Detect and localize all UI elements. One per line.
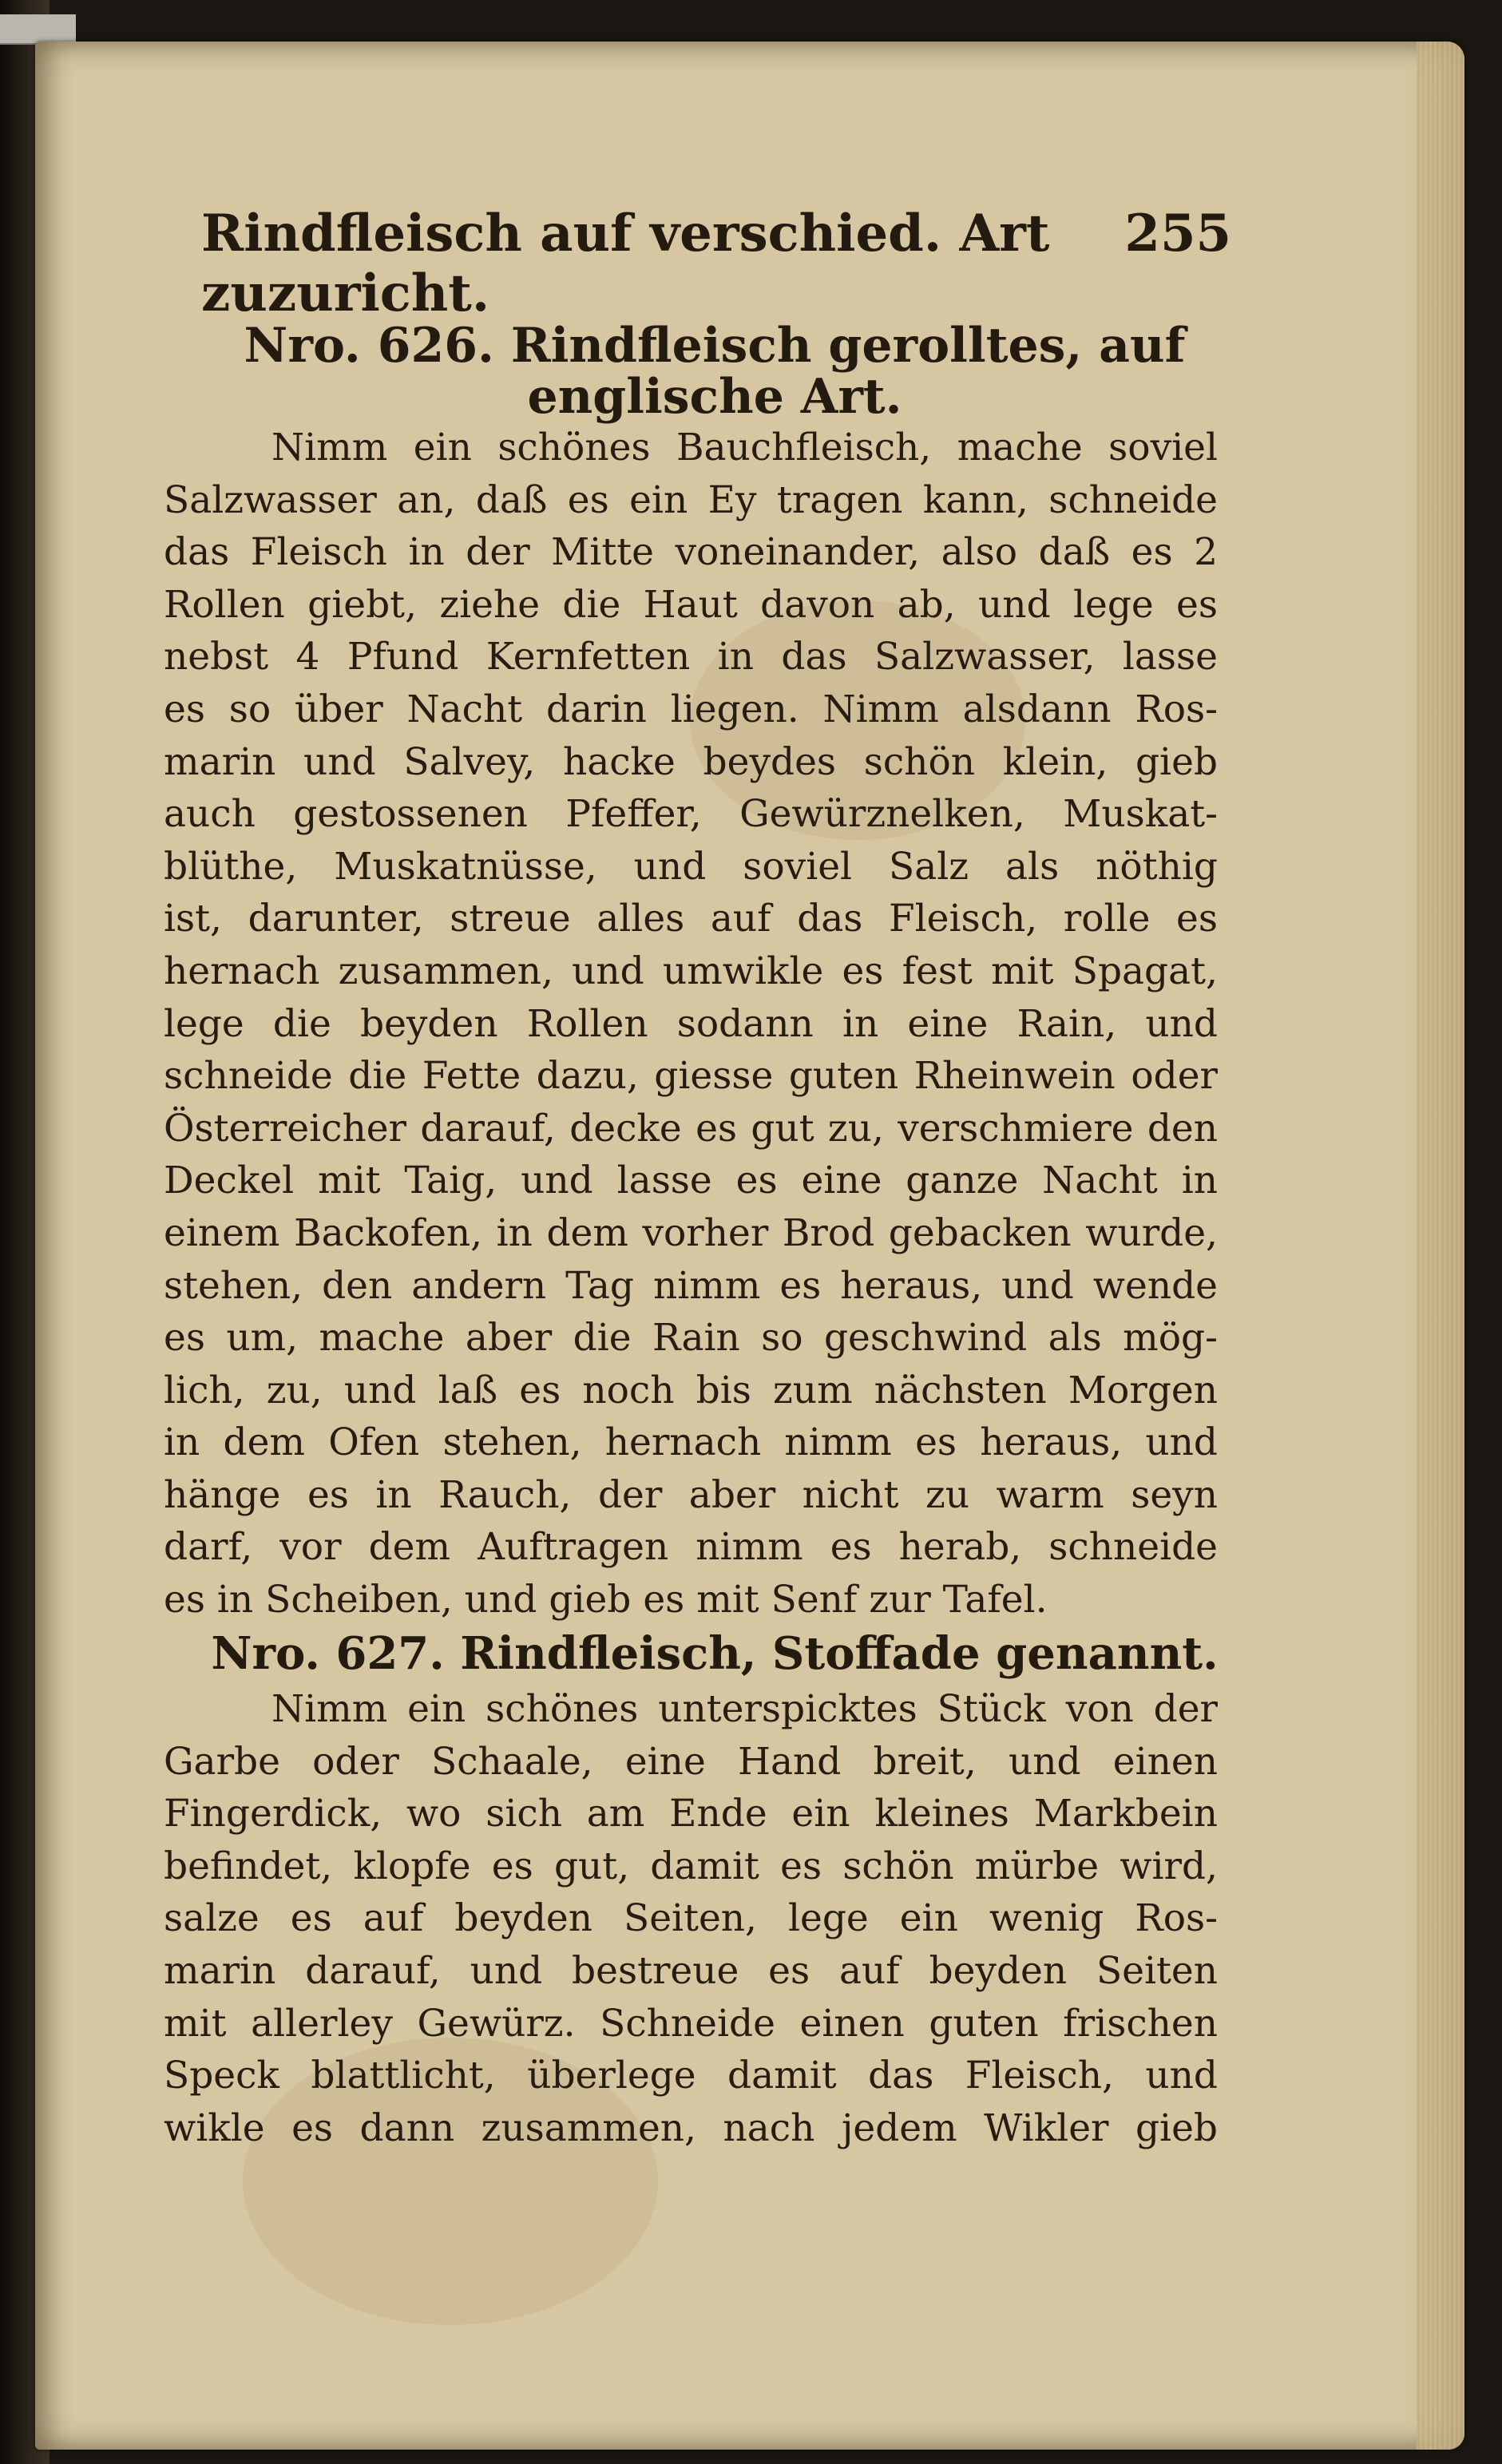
recipe-627-body [164, 1683, 1218, 2154]
text-line: nebst 4 Pfund Kernfetten in das Salzwasser, lasse [164, 635, 1218, 679]
text-line: Speck blattlicht, überlege damit das Fleisch, und [164, 2054, 1218, 2098]
text-line: Österreicher darauf, decke es gut zu, verschmiere den [164, 1106, 1218, 1151]
running-head-title: Rindfleisch auf verschied. Art zuzuricht. [201, 204, 1050, 323]
text-line: blüthe, Muskatnüsse, und soviel Salz als nöthig [164, 844, 1218, 889]
text-line: es um, mache aber die Rain so geschwind als mög- [164, 1316, 1218, 1361]
text-line: es so über Nacht darin liegen. Nimm alsdann Ros- [164, 687, 1218, 731]
text-line: salze es auf beyden Seiten, lege ein wenig Ros- [164, 1896, 1218, 1941]
text-line: Deckel mit Taig, und lasse es eine ganze Nacht in [164, 1159, 1218, 1203]
text-line: stehen, den andern Tag nimm es heraus, und wende [164, 1263, 1218, 1308]
text-line: darf, vor dem Auftragen nimm es herab, schneide [164, 1525, 1218, 1570]
text-line: marin darauf, und bestreue es auf beyden Seiten [164, 1948, 1218, 1993]
spine-label [0, 14, 76, 45]
text-line: wikle es dann zusammen, nach jedem Wikler gieb [164, 2105, 1218, 2150]
text-line: Fingerdick, wo sich am Ende ein kleines Markbein [164, 1792, 1218, 1836]
text-line: in dem Ofen stehen, hernach nimm es heraus, und [164, 1420, 1218, 1465]
page-number: 255 [1124, 204, 1231, 263]
text-line: einem Backofen, in dem vorher Brod gebacken wurde, [164, 1210, 1218, 1255]
text-line: hernach zusammen, und umwikle es fest mit Spagat, [164, 949, 1218, 993]
page-edge [1417, 42, 1464, 2450]
text-line: befindet, klopfe es gut, damit es schön mürbe wird, [164, 1844, 1218, 1888]
text-line: mit allerley Gewürz. Schneide einen guten frischen [164, 2001, 1218, 2046]
text-line: lich, zu, und laß es noch bis zum nächsten Morgen [164, 1368, 1218, 1412]
text-line: lege die beyden Rollen sodann in eine Rain, und [164, 1001, 1218, 1046]
text-line: Rollen giebt, ziehe die Haut davon ab, und lege es [164, 582, 1218, 627]
text-line: ist, darunter, streue alles auf das Fleisch, rolle es [164, 897, 1218, 941]
text-line: Nimm ein schönes unterspicktes Stück von der [271, 1687, 1218, 1731]
text-line: marin und Salvey, hacke beydes schön klein, gieb [164, 739, 1218, 784]
text-line: auch gestossenen Pfeffer, Gewürznelken, Muskat- [164, 792, 1218, 837]
text-line: schneide die Fette dazu, giesse guten Rheinwein oder [164, 1054, 1218, 1099]
recipe-626-heading: Nro. 626. Rindfleisch gerolltes, auf englische Art. [244, 318, 1186, 425]
text-line: Salzwasser an, daß es ein Ey tragen kann, schneide [164, 477, 1218, 522]
running-head [201, 204, 1231, 323]
text-line: Garbe oder Schaale, eine Hand breit, und einen [164, 1739, 1218, 1784]
text-line: Nimm ein schönes Bauchfleisch, mache soviel [271, 426, 1218, 469]
recipe-626-body [164, 422, 1218, 1626]
recipe-627-heading: Nro. 627. Rindfleisch, Stoffade genannt. [211, 1627, 1219, 1680]
text-line: das Fleisch in der Mitte voneinander, also daß es 2 [164, 530, 1218, 575]
text-line: hänge es in Rauch, der aber nicht zu warm seyn [164, 1472, 1218, 1517]
text-line: es in Scheiben, und gieb es mit Senf zur Tafel. [164, 1578, 1048, 1622]
